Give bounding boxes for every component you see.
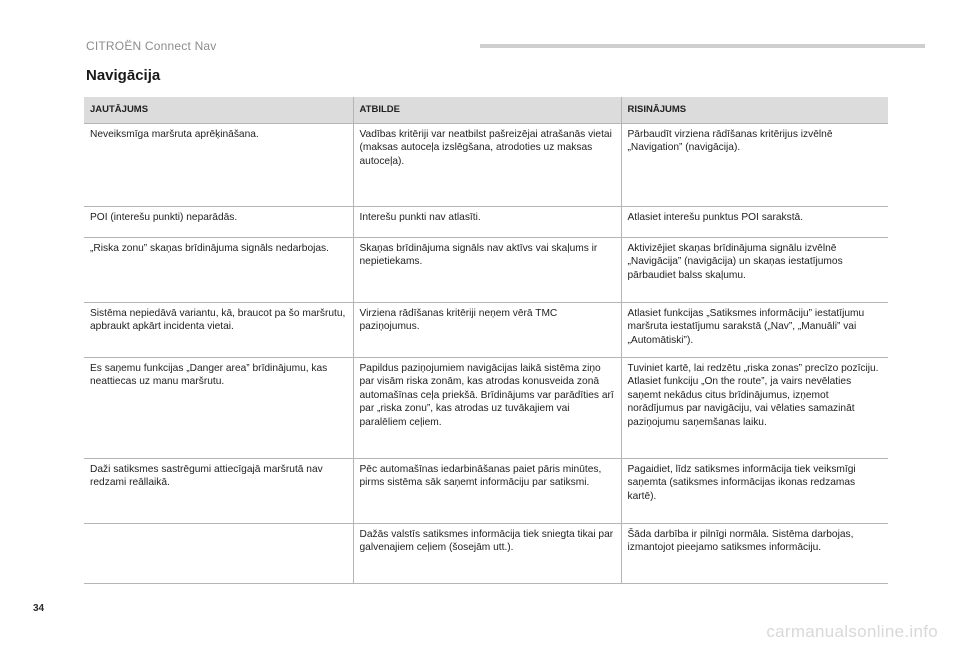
table-header-row — [84, 97, 888, 123]
watermark: carmanualsonline.info — [766, 622, 938, 641]
table-row — [84, 458, 888, 523]
column-header-question: JAUTĀJUMS — [84, 97, 353, 123]
table-row — [84, 237, 888, 302]
answer-cell: Skaņas brīdinājuma signāls nav aktīvs vai skaļums ir nepietiekams. — [353, 237, 621, 302]
page-number: 34 — [33, 603, 45, 614]
answer-cell: Papildus paziņojumiem navigācijas laikā sistēma ziņo par visām riska zonām, kas atrodas konusveida zonā automašīnas ceļa priekšā. Brīdinājums var parādīties arī par „riska zonu”, kas atrodas uz tuvākajiem vai paralēliem ceļiem. — [353, 357, 621, 458]
solution-cell: Šāda darbība ir pilnīgi normāla. Sistēma darbojas, izmantojot pieejamo satiksmes informāciju. — [621, 523, 888, 583]
solution-cell: Pārbaudīt virziena rādīšanas kritērijus izvēlnē „Navigation” (navigācija). — [621, 123, 888, 206]
question-cell: „Riska zonu” skaņas brīdinājuma signāls nedarbojas. — [84, 237, 353, 302]
question-cell — [84, 523, 353, 583]
table-row — [84, 302, 888, 357]
question-cell: Neveiksmīga maršruta aprēķināšana. — [84, 123, 353, 206]
solution-cell: Pagaidiet, līdz satiksmes informācija tiek veiksmīgi saņemta (satiksmes informācijas ikonas redzamas kartē). — [621, 458, 888, 523]
question-cell: Sistēma nepiedāvā variantu, kā, braucot pa šo maršrutu, apbraukt apkārt incidenta vietai. — [84, 302, 353, 357]
header-rule — [480, 44, 925, 48]
question-cell: Es saņemu funkcijas „Danger area” brīdinājumu, kas neattiecas uz manu maršrutu. — [84, 357, 353, 458]
answer-cell: Interešu punkti nav atlasīti. — [353, 206, 621, 237]
solution-cell: Atlasiet interešu punktus POI sarakstā. — [621, 206, 888, 237]
table-row — [84, 123, 888, 206]
answer-cell: Dažās valstīs satiksmes informācija tiek sniegta tikai par galvenajiem ceļiem (šosejām utt.). — [353, 523, 621, 583]
column-header-answer: ATBILDE — [353, 97, 621, 123]
table-row — [84, 357, 888, 458]
table-row — [84, 523, 888, 583]
answer-cell: Vadības kritēriji var neatbilst pašreizējai atrašanās vietai (maksas autoceļa izslēgšana, atrodoties uz maksas autoceļa). — [353, 123, 621, 206]
column-header-solution: RISINĀJUMS — [621, 97, 888, 123]
answer-cell: Pēc automašīnas iedarbināšanas paiet pāris minūtes, pirms sistēma sāk saņemt informāciju par satiksmi. — [353, 458, 621, 523]
solution-cell: Aktivizējiet skaņas brīdinājuma signālu izvēlnē „Navigācija” (navigācija) un skaņas iestatījumos pārbaudiet balss skaļumu. — [621, 237, 888, 302]
solution-cell: Tuviniet kartē, lai redzētu „riska zonas” precīzo pozīciju. Atlasiet funkciju „On the route”, ja vairs nevēlaties saņemt nekādus citus brīdinājumus, izņemot norādījumus par navigāciju, vai vēlaties samazināt paziņojumu saņemšanas laiku. — [621, 357, 888, 458]
manual-header-title: CITROËN Connect Nav — [86, 39, 217, 53]
question-cell: Daži satiksmes sastrēgumi attiecīgajā maršrutā nav redzami reāllaikā. — [84, 458, 353, 523]
question-cell: POI (interešu punkti) neparādās. — [84, 206, 353, 237]
table-row — [84, 206, 888, 237]
answer-cell: Virziena rādīšanas kritēriji neņem vērā TMC paziņojumus. — [353, 302, 621, 357]
troubleshooting-table — [84, 97, 888, 584]
section-title: Navigācija — [86, 67, 161, 84]
solution-cell: Atlasiet funkcijas „Satiksmes informāciju” iestatījumu maršruta iestatījumu sarakstā („Nav”, „Manuāli” vai „Automātiski”). — [621, 302, 888, 357]
